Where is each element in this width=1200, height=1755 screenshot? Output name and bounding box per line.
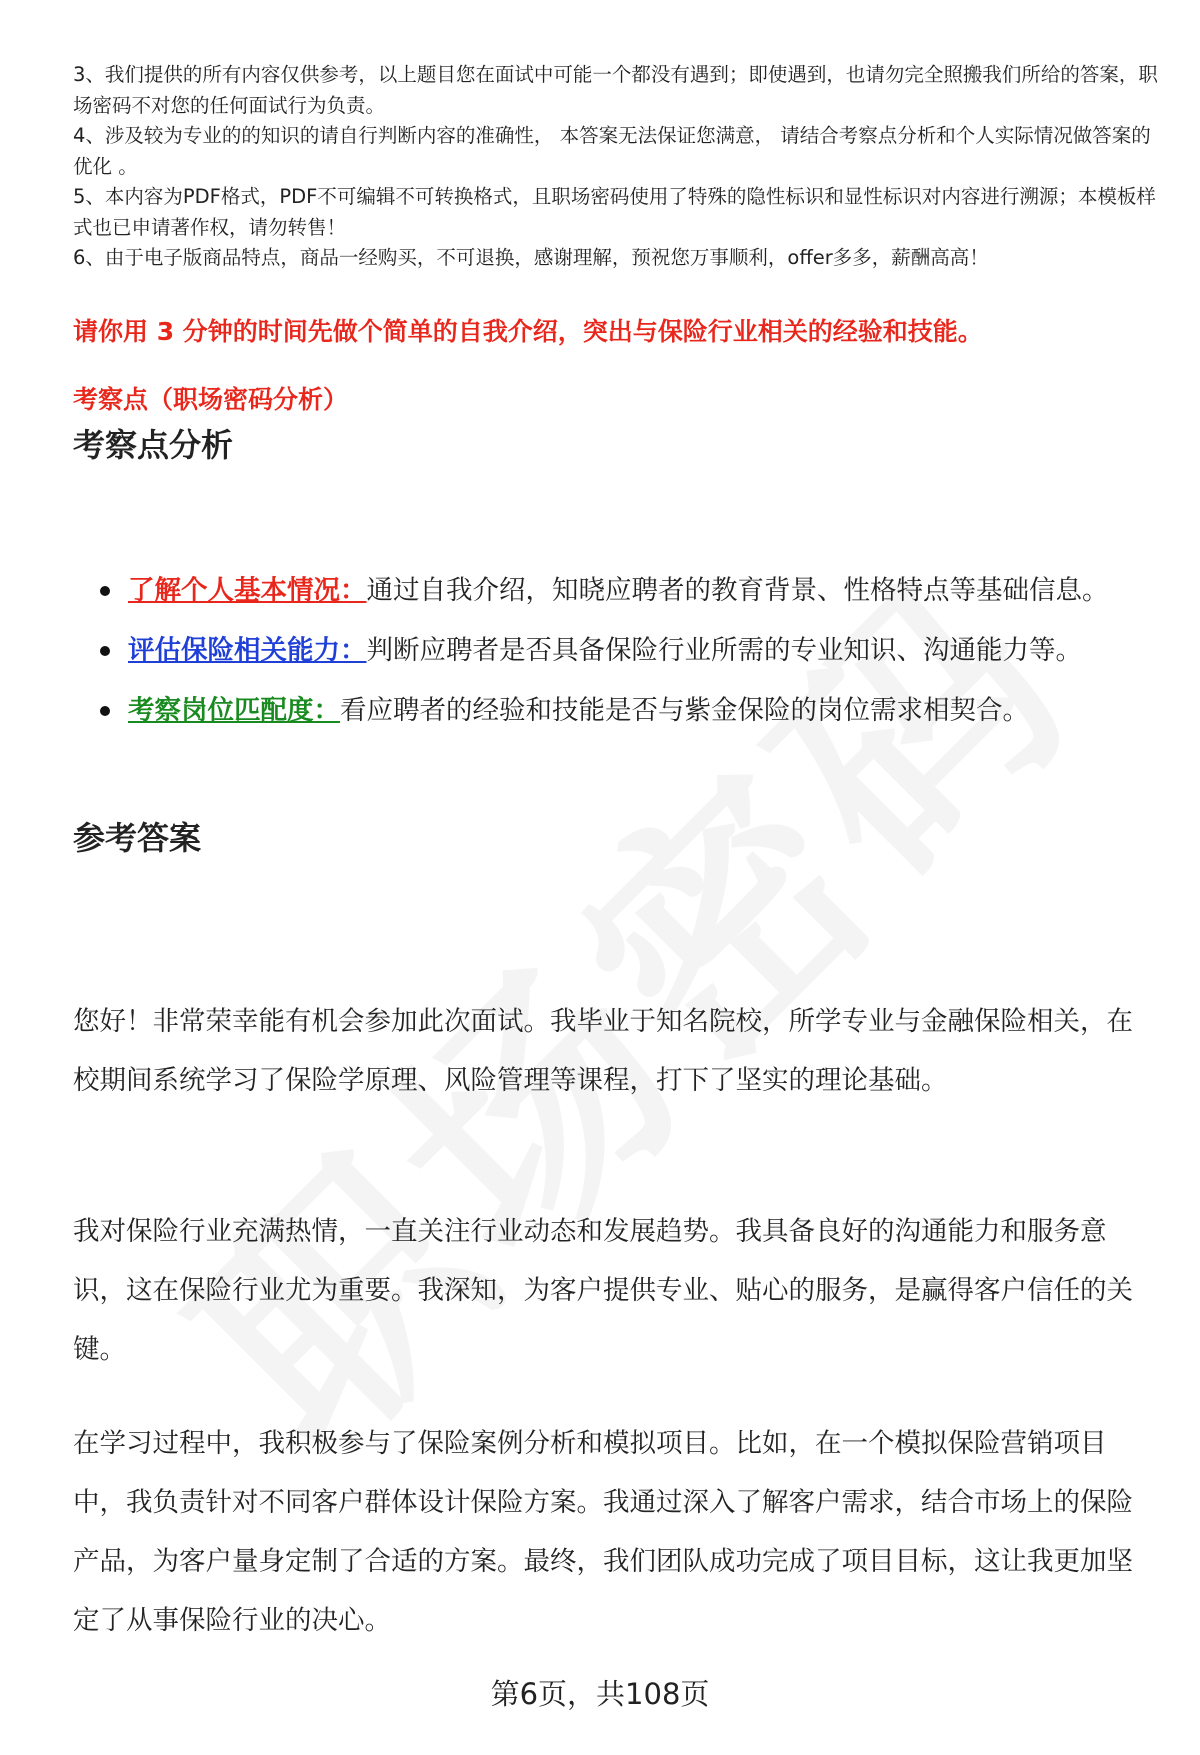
bullet-key: 了解个人基本情况： <box>128 575 367 606</box>
answer-paragraph-3: 在学习过程中，我积极参与了保险案例分析和模拟项目。比如，在一个模拟保险营销项目中，我负责针对不同客户群体设计保险方案。我通过深入了解客户需求，结合市场上的保险产品，为客户量身定制了合适的方案。最终，我们团队成功完成了项目目标，这让我更加坚定了从事保险行业的决心。 <box>73 1428 1133 1636</box>
answer-paragraph-2: 我对保险行业充满热情，一直关注行业动态和发展趋势。我具备良好的沟通能力和服务意识，这在保险行业尤为重要。我深知，为客户提供专业、贴心的服务，是赢得客户信任的关键。 <box>73 1216 1133 1365</box>
bullet-text: 判断应聘者是否具备保险行业所需的专业知识、沟通能力等。 <box>366 635 1082 666</box>
analysis-heading: 考察点分析 <box>73 426 234 464</box>
analysis-list <box>100 562 1160 742</box>
note-3: 3、我们提供的所有内容仅供参考，以上题目您在面试中可能一个都没有遇到；即使遇到，也请勿完全照搬我们所给的答案，职场密码不对您的任何面试行为负责。 <box>73 63 1158 117</box>
page-footer: 第6页，共108页 <box>490 1677 710 1711</box>
note-4: 4、涉及较为专业的的知识的请自行判断内容的准确性， 本答案无法保证您满意， 请结合考察点分析和个人实际情况做答案的优化 。 <box>73 124 1151 178</box>
list-item <box>100 622 1160 680</box>
bullet-dot <box>100 586 110 596</box>
list-item <box>100 562 1160 620</box>
interview-question: 请你用 3 分钟的时间先做个简单的自我介绍，突出与保险行业相关的经验和技能。 <box>73 317 983 346</box>
answer-heading: 参考答案 <box>73 819 202 857</box>
answer-paragraph-1: 您好！非常荣幸能有机会参加此次面试。我毕业于知名院校，所学专业与金融保险相关，在校期间系统学习了保险学原理、风险管理等课程，打下了坚实的理论基础。 <box>73 1006 1133 1096</box>
list-item <box>100 682 1160 740</box>
analysis-label: 考察点（职场密码分析） <box>73 385 349 414</box>
bullet-dot <box>100 646 110 656</box>
bullet-key: 评估保险相关能力： <box>128 635 367 666</box>
disclaimer-notes <box>73 60 1158 274</box>
note-6: 6、由于电子版商品特点，商品一经购买，不可退换，感谢理解，预祝您万事顺利，offer多多，薪酬高高！ <box>73 246 989 269</box>
bullet-key: 考察岗位匹配度： <box>128 695 340 726</box>
note-5: 5、本内容为PDF格式，PDF不可编辑不可转换格式，且职场密码使用了特殊的隐性标识和显性标识对内容进行溯源；本模板样式也已申请著作权，请勿转售！ <box>73 185 1156 239</box>
bullet-text: 通过自我介绍，知晓应聘者的教育背景、性格特点等基础信息。 <box>366 575 1109 606</box>
bullet-dot <box>100 706 110 716</box>
bullet-text: 看应聘者的经验和技能是否与紫金保险的岗位需求相契合。 <box>340 695 1029 726</box>
